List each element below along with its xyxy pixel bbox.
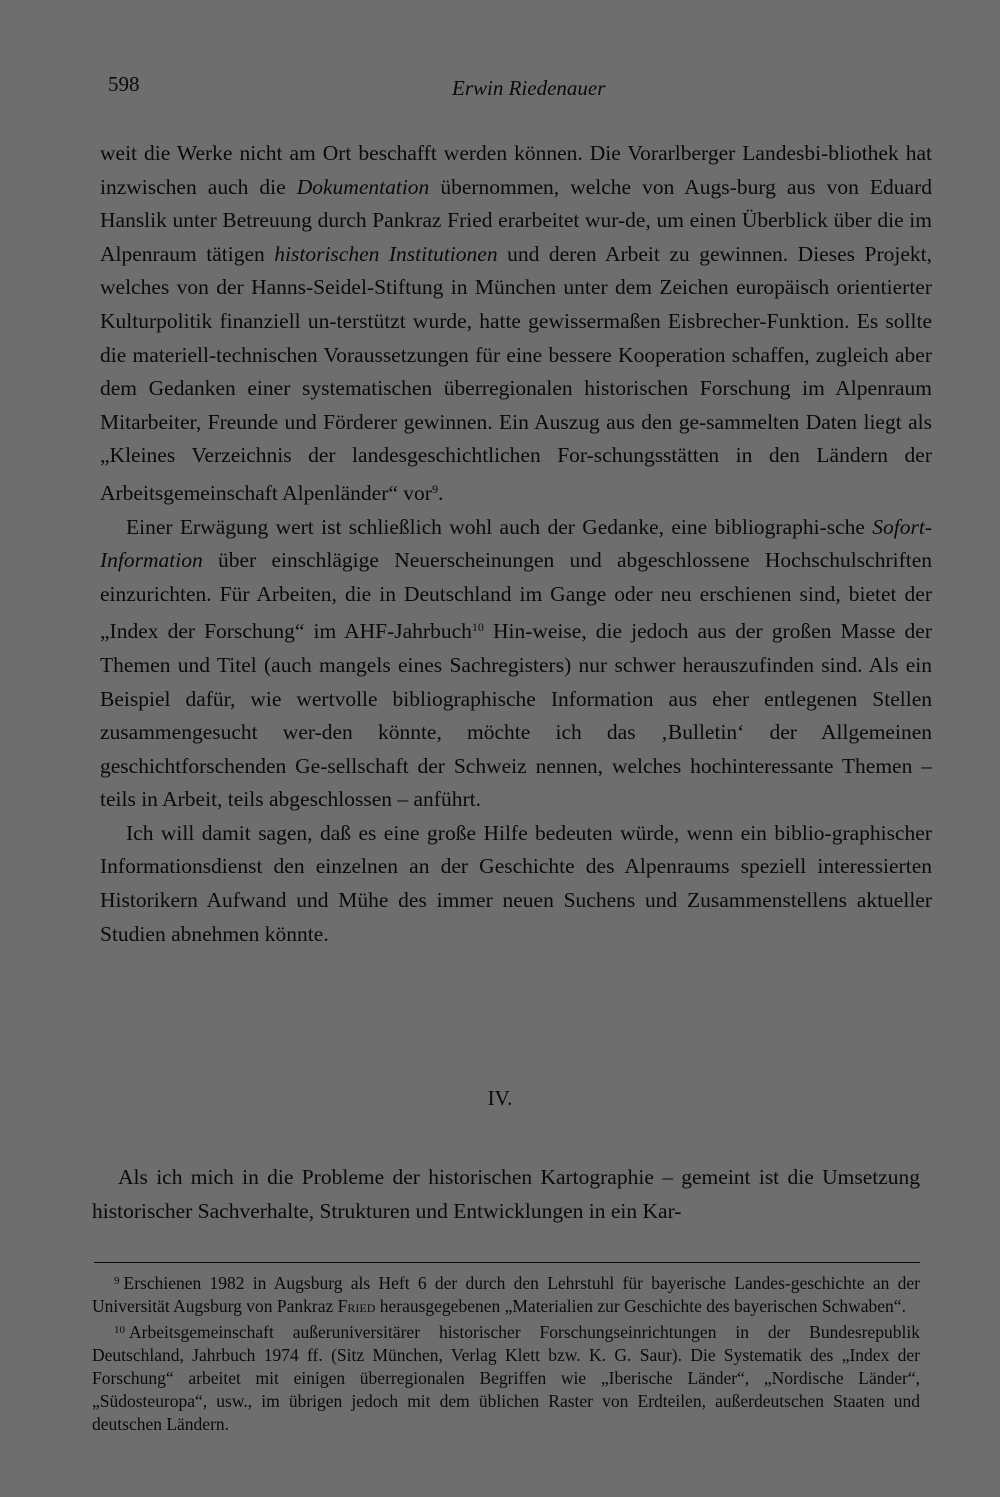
footnote-mark: 9	[114, 1275, 120, 1287]
text-run: Erschienen 1982 in Augsburg als Heft 6 der durch den Lehrstuhl für bayerische Landes-geschichte an der Universität Augsburg von Pankraz	[92, 1273, 920, 1316]
page-number: 598	[108, 72, 140, 96]
text-run: übernommen, welche von Augs-burg aus von Eduard Hanslik unter Betreuung durch Pankraz Fried erarbeitet wur-de, um einen Überblick über die im Alpenraum tätigen	[100, 174, 932, 266]
text-run: herausgegebenen „Materialien zur Geschichte des bayerischen Schwaben“.	[375, 1296, 906, 1316]
footnote-reference: 9	[431, 481, 438, 496]
footnote-divider	[94, 1262, 920, 1263]
text-run: über einschlägige Neuerscheinungen und abgeschlossene Hochschulschriften einzurichten. Für Arbeiten, die in Deutschland im Gange oder neu erschienen sind, bietet der „Index der Forschung“ im AHF-Jahrbuch	[100, 548, 932, 644]
running-head: Erwin Riedenauer	[452, 76, 606, 100]
text-run: Hin-weise, die jedoch aus der großen Masse der Themen und Titel (auch mangels eines Sachregisters) nur schwer herauszufinden sind. Als ein Beispiel dafür, wie wertvolle bibliographische Information aus eher entlegenen Stellen zusammengesucht wer-den könnte, möchte ich das ‚Bulletin‘ der Allgemeinen geschichtforschenden Ge-sellschaft der Schweiz nennen, welches hochinteressante Themen – teils in Arbeit, teils abgeschlossen – anführt.	[100, 619, 933, 812]
main-text	[100, 137, 932, 951]
paragraph	[100, 137, 932, 511]
text-run: und deren Arbeit zu gewinnen. Dieses Projekt, welches von der Hanns-Seidel-Stiftung in München unter dem Zeichen europäisch orientierter Kulturpolitik finanziell un-terstützt wurde, hatte gewissermaßen Eisbrecher-Funktion. Es sollte die materiell-technischen Voraussetzungen für eine bessere Kooperation schaffen, zugleich aber dem Gedanken einer systematischen überregionalen historischen Forschung im Alpenraum Mitarbeiter, Freunde und Förderer gewinnen. Ein Auszug aus den ge-sammelten Daten liegt als „Kleines Verzeichnis der landesgeschichtlichen For-schungsstätten in den Ländern der Arbeitsgemeinschaft Alpenländer“ vor	[100, 241, 932, 505]
paragraph	[100, 511, 932, 817]
emphasis: Dokumentation	[296, 174, 430, 199]
section-heading: IV.	[487, 1086, 513, 1110]
paragraph: Ich will damit sagen, daß es eine große Hilfe bedeuten würde, wenn ein biblio-graphischer Informationsdienst den einzelnen an der Geschichte des Alpenraums speziell interessierten Historikern Aufwand und Mühe des immer neuen Suchens und Zusammenstellens aktueller Studien abnehmen könnte.	[100, 820, 932, 946]
footnote-10	[92, 1319, 920, 1436]
text-run: Arbeitsgemeinschaft außeruniversitärer historischer Forschungseinrichtungen in der Bundesrepublik Deutschland, Jahrbuch 1974 ff. (Sitz München, Verlag Klett bzw. K. G. Saur). Die Systematik des „Index der Forschung“ arbeitet mit einigen überregionalen Begriffen wie „Iberische Länder“, „Nordische Länder“, „Südosteuropa“, usw., im übrigen jedoch mit dem üblichen Raster von Erdteilen, außerdeutschen Staaten und deutschen Ländern.	[92, 1322, 920, 1434]
emphasis: Sofort-Information	[100, 514, 932, 573]
text-run: weit die Werke nicht am Ort beschafft werden können. Die Vorarlberger Landesbi-bliothek hat inzwischen auch die	[100, 141, 932, 199]
paragraph: Als ich mich in die Probleme der historischen Kartographie – gemeint ist die Umsetzung historischer Sachverhalte, Strukturen und Entwicklungen in ein Kar-	[92, 1165, 920, 1223]
footnotes	[92, 1270, 920, 1436]
footnote-mark: 10	[114, 1324, 125, 1336]
emphasis: historischen Institutionen	[274, 241, 498, 266]
footnote-reference: 10	[471, 620, 484, 635]
section-text	[92, 1160, 920, 1228]
text-run: .	[437, 480, 444, 505]
footnote-9	[92, 1270, 920, 1318]
text-run: Einer Erwägung wert ist schließlich wohl auch der Gedanke, eine bibliographi-sche	[126, 514, 873, 539]
author-name: Fried	[337, 1296, 376, 1316]
